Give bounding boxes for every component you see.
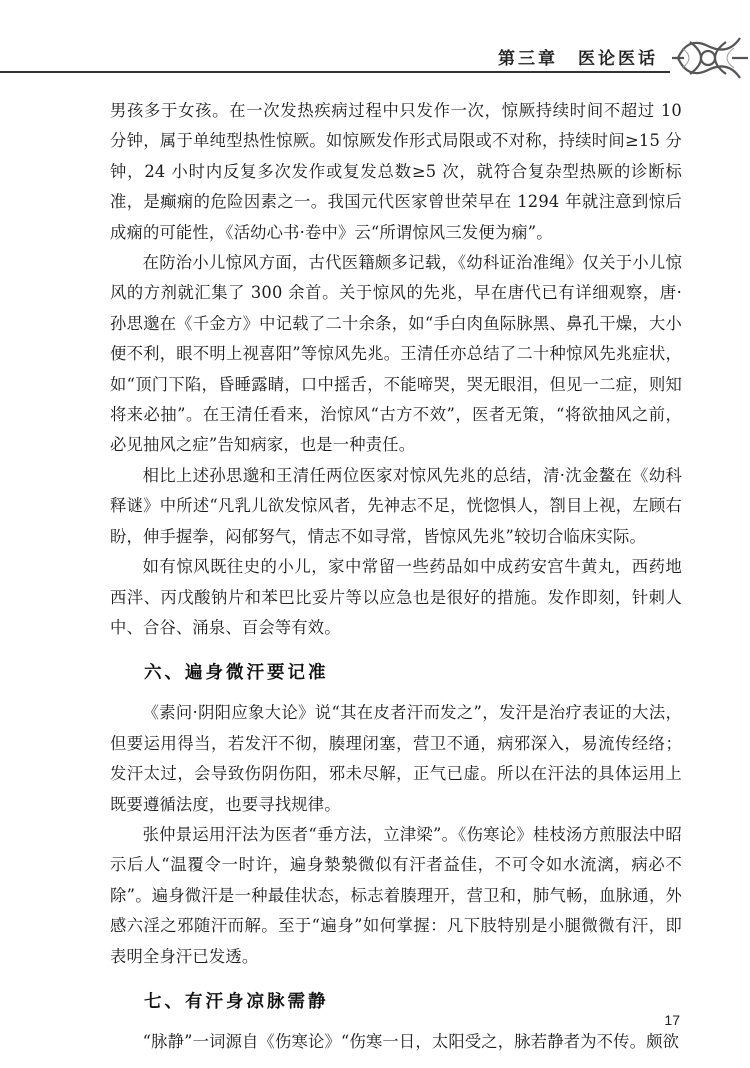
- section-heading-7: 七、有汗身凉脉需静: [144, 991, 329, 1012]
- paragraph: 在防治小儿惊风方面，古代医籍颇多记载，《幼科证治准绳》仅关于小儿惊风的方剂就汇集了 300 余首。关于惊风的先兆，早在唐代已有详细观察，唐·孙思邈在《千金方》中记载了二十余条，如“手白肉鱼际脉黑、鼻孔干燥，大小便不利，眼不明上视喜阳”等惊风先兆。王清任亦总结了二十种惊风先兆症状，如“顶门下陷，昏睡露睛，口中摇舌，不能啼哭，哭无眼泪，但见一二症，则知将来必抽”。在王清任看来，治惊风“古方不效”，医者无策，“将欲抽风之前，必见抽风之症”告知病家，也是一种责任。: [110, 253, 682, 455]
- chapter-title: 第三章 医论医话: [498, 49, 658, 69]
- page-header: [0, 0, 750, 80]
- header-rule: [0, 71, 670, 73]
- page-number: 17: [664, 1012, 680, 1028]
- knot-ornament-icon: [668, 28, 750, 88]
- paragraph: “脉静”一词源自《伤寒论》“伤寒一日，太阳受之，脉若静者为不传。颇欲: [142, 1031, 680, 1051]
- page-body: [110, 96, 682, 1057]
- paragraph: 如有惊风既往史的小儿，家中常留一些药品如中成药安宫牛黄丸，西药地西泮、丙戊酸钠片和苯巴比妥片等以应急也是很好的措施。发作即刻，针刺人中、合谷、涌泉、百会等有效。: [110, 557, 682, 637]
- paragraph: 男孩多于女孩。在一次发热疾病过程中只发作一次，惊厥持续时间不超过 10 分钟，属于单纯型热性惊厥。如惊厥发作形式局限或不对称，持续时间≥15 分钟，24 小时内反复多次发作或复发总数≥5 次，就符合复杂型热厥的诊断标准，是癫痫的危险因素之一。我国元代医家曾世荣早在 1294 年就注意到惊后成痫的可能性，《活幼心书·卷中》云“所谓惊风三发便为痫”。: [110, 101, 682, 242]
- paragraph: 《素问·阴阳应象大论》说“其在皮者汗而发之”，发汗是治疗表证的大法，但要运用得当，若发汗不彻，腠理闭塞，营卫不通，病邪深入，易流传经络；发汗太过，会导致伤阴伤阳，邪未尽解，正气已虚。所以在汗法的具体运用上既要遵循法度，也要寻找规律。: [110, 703, 682, 814]
- paragraph: 张仲景运用汗法为医者“垂方法，立津梁”。《伤寒论》桂枝汤方煎服法中昭示后人“温覆令一时许，遍身漐漐微似有汗者益佳，不可令如水流漓，病必不除”。遍身微汗是一种最佳状态，标志着腠理开，营卫和，肺气畅，血脉通，外感六淫之邪随汗而解。至于“遍身”如何掌握：凡下肢特别是小腿微微有汗，即表明全身汗已发透。: [110, 824, 682, 966]
- paragraph: 相比上述孙思邈和王清任两位医家对惊风先兆的总结，清·沈金鳌在《幼科释谜》中所述“凡乳儿欲发惊风者，先神志不足，恍惚惧人，劄目上视，左顾右盼，伸手握拳，闷郁努气，情志不如寻常，皆惊风先兆”较切合临床实际。: [110, 465, 682, 546]
- section-heading-6: 六、遍身微汗要记准: [144, 663, 329, 684]
